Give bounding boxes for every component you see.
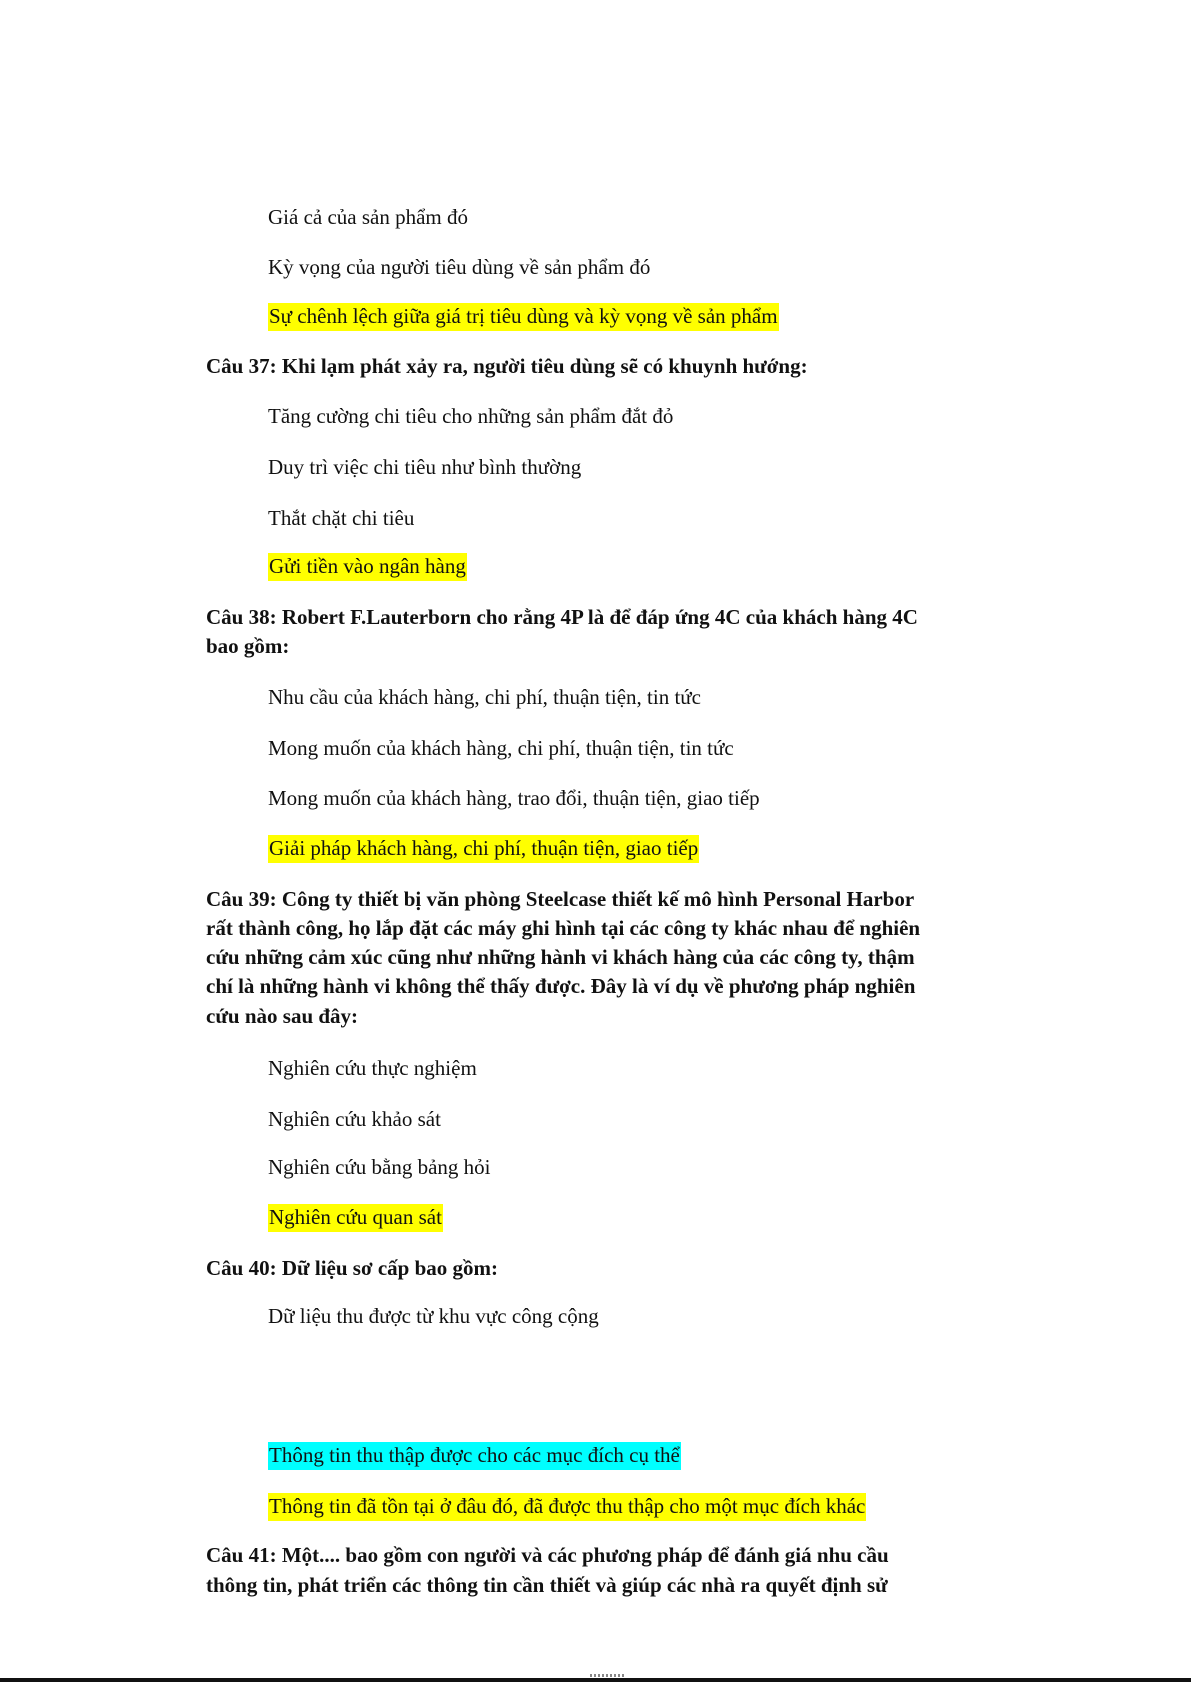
answer-option: Thắt chặt chi tiêu — [268, 506, 415, 530]
question-heading: Câu 38: Robert F.Lauterborn cho rằng 4P là để đáp ứng 4C của khách hàng 4C — [206, 605, 918, 629]
answer-option: Mong muốn của khách hàng, chi phí, thuận tiện, tin tức — [268, 736, 734, 760]
question-heading: thông tin, phát triển các thông tin cần thiết và giúp các nhà ra quyết định sử — [206, 1573, 888, 1597]
question-heading: rất thành công, họ lắp đặt các máy ghi hình tại các công ty khác nhau để nghiên — [206, 916, 921, 940]
highlight-yellow: Gửi tiền vào ngân hàng — [268, 553, 467, 581]
highlight-yellow: Sự chênh lệch giữa giá trị tiêu dùng và kỳ vọng về sản phẩm — [268, 303, 779, 331]
answer-option: Nghiên cứu thực nghiệm — [268, 1056, 477, 1080]
answer-option-highlighted — [268, 838, 699, 859]
answer-option-highlighted — [268, 306, 779, 327]
answer-option: Dữ liệu thu được từ khu vực công cộng — [268, 1304, 599, 1328]
answer-option: Giá cả của sản phẩm đó — [268, 205, 469, 229]
question-heading: Câu 37: Khi lạm phát xảy ra, người tiêu dùng sẽ có khuynh hướng: — [206, 354, 808, 378]
answer-option-highlighted — [268, 1496, 866, 1517]
answer-option-highlighted — [268, 556, 467, 577]
answer-option: Nhu cầu của khách hàng, chi phí, thuận tiện, tin tức — [268, 685, 702, 709]
highlight-yellow: Nghiên cứu quan sát — [268, 1204, 443, 1232]
question-heading: Câu 41: Một.... bao gồm con người và các phương pháp để đánh giá nhu cầu — [206, 1543, 889, 1567]
answer-option-highlighted — [268, 1207, 443, 1228]
answer-option-highlighted — [268, 1445, 681, 1466]
page-bottom-border — [0, 1678, 1191, 1682]
question-heading: cứu những cảm xúc cũng như những hành vi khách hàng của các công ty, thậm — [206, 945, 915, 969]
answer-option: Kỳ vọng của người tiêu dùng về sản phẩm đó — [268, 255, 651, 279]
question-heading: bao gồm: — [206, 634, 290, 658]
answer-option: Duy trì việc chi tiêu như bình thường — [268, 455, 582, 479]
answer-option: Mong muốn của khách hàng, trao đổi, thuận tiện, giao tiếp — [268, 786, 760, 810]
highlight-yellow: Thông tin đã tồn tại ở đâu đó, đã được thu thập cho một mục đích khác — [268, 1493, 866, 1521]
answer-option: Nghiên cứu khảo sát — [268, 1107, 441, 1131]
highlight-cyan: Thông tin thu thập được cho các mục đích cụ thể — [268, 1442, 681, 1470]
question-heading: Câu 40: Dữ liệu sơ cấp bao gồm: — [206, 1256, 498, 1280]
question-heading: Câu 39: Công ty thiết bị văn phòng Steelcase thiết kế mô hình Personal Harbor — [206, 887, 915, 911]
answer-option: Nghiên cứu bằng bảng hỏi — [268, 1155, 491, 1179]
question-heading: cứu nào sau đây: — [206, 1004, 359, 1028]
question-heading: chí là những hành vi không thể thấy được. Đây là ví dụ về phương pháp nghiên — [206, 974, 916, 998]
highlight-yellow: Giải pháp khách hàng, chi phí, thuận tiện, giao tiếp — [268, 835, 699, 863]
page-break-mark — [590, 1674, 626, 1677]
answer-option: Tăng cường chi tiêu cho những sản phẩm đắt đỏ — [268, 404, 674, 428]
